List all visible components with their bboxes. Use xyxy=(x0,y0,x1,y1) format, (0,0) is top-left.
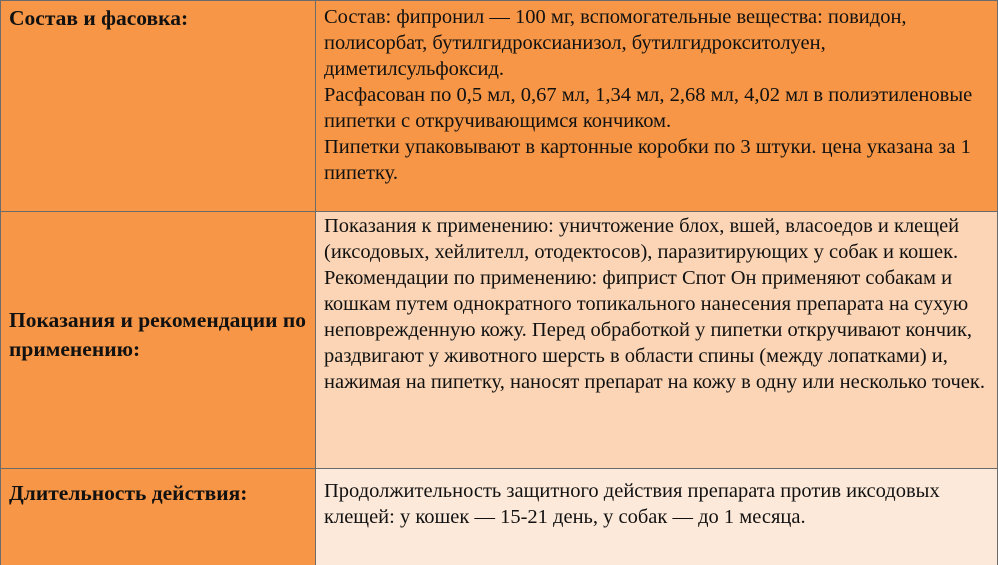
table-row-composition xyxy=(1,1,998,212)
duration-value xyxy=(316,469,998,565)
table-row-duration xyxy=(1,469,998,565)
composition-value xyxy=(316,1,998,212)
indications-value xyxy=(316,212,998,469)
recommendations-paragraph: Рекомендации по применению: фиприст Спот Он применяют собакам и кошкам путем однократного топикального нанесения препарата на сухую неповрежденную кожу. Перед обработкой у пипетки откручивают кончик, раздвигают у животного шерсть в области спины (между лопатками) и, нажимая на пипетку, наносят препарат на кожу в одну или несколько точек. xyxy=(324,267,985,393)
duration-paragraph: Продолжительность защитного действия препарата против иксодовых клещей: у кошек — 15-21 день, у собак — до 1 месяца. xyxy=(324,480,940,528)
indications-label: Показания и рекомендации по применению: xyxy=(1,212,316,469)
box-paragraph: Пипетки упаковывают в картонные коробки по 3 штуки. цена указана за 1 пипетку. xyxy=(324,136,971,184)
duration-label: Длительность действия: xyxy=(1,469,316,565)
table-row-indications xyxy=(1,212,998,469)
packaging-paragraph: Расфасован по 0,5 мл, 0,67 мл, 1,34 мл, 2,68 мл, 4,02 мл в полиэтиленовые пипетки с откручивающимся кончиком. xyxy=(324,84,973,132)
indications-paragraph: Показания к применению: уничтожение блох, вшей, власоедов и клещей (иксодовых, хейлителл, отодектосов), паразитирующих у собак и кошек. xyxy=(324,215,960,263)
composition-paragraph: Состав: фипронил — 100 мг, вспомогательные вещества: повидон, полисорбат, бутилгидроксианизол, бутилгидрокситолуен, диметилсульфоксид. xyxy=(324,6,907,80)
composition-label: Состав и фасовка: xyxy=(1,1,316,212)
